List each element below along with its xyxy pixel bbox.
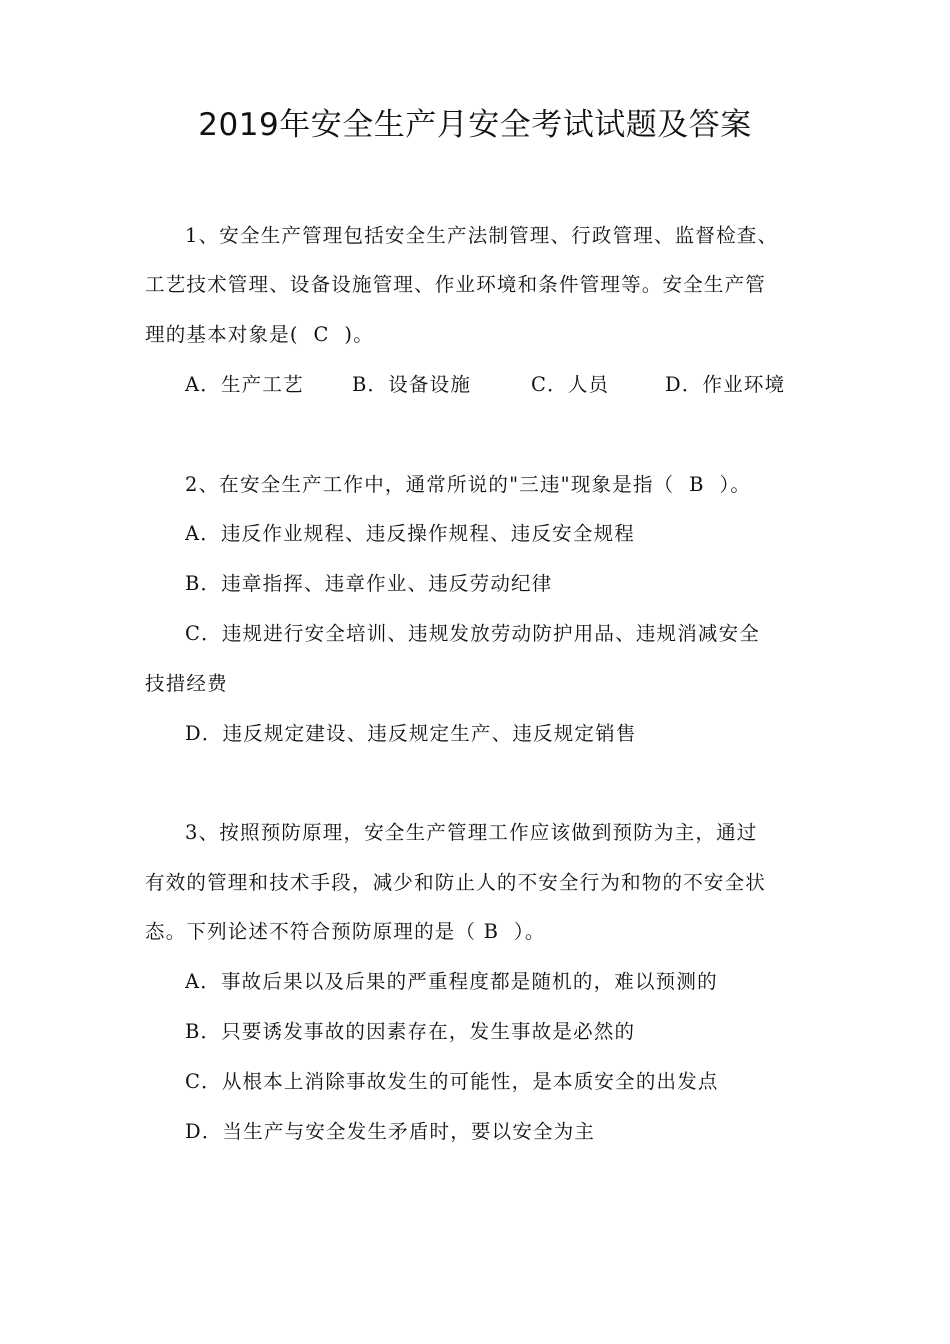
question-1-option-a: A．生产工艺 xyxy=(185,373,304,396)
question-3-option-d: D．当生产与安全发生矛盾时，要以安全为主 xyxy=(185,1120,596,1143)
question-2-option-c: C．违规进行安全培训、违规发放劳动防护用品、违规消减安全 xyxy=(185,622,761,645)
question-2-option-d: D．违反规定建设、违反规定生产、违反规定销售 xyxy=(185,722,637,745)
question-1-option-b: B．设备设施 xyxy=(352,373,472,396)
question-1-option-d: D．作业环境 xyxy=(665,373,786,396)
question-2-line-1: 2、在安全生产工作中，通常所说的"三违"现象是指（ B ）。 xyxy=(185,473,752,496)
question-3-option-b: B．只要诱发事故的因素存在，发生事故是必然的 xyxy=(185,1020,636,1043)
question-2-option-a: A．违反作业规程、违反操作规程、违反安全规程 xyxy=(185,522,635,545)
question-3-line-1: 3、按照预防原理，安全生产管理工作应该做到预防为主，通过 xyxy=(185,821,758,844)
question-3-line-3: 态。下列论述不符合预防原理的是（ B ）。 xyxy=(145,920,546,943)
question-1-line-1: 1、安全生产管理包括安全生产法制管理、行政管理、监督检查、 xyxy=(185,224,779,247)
document-title: 2019年安全生产月安全考试试题及答案 xyxy=(198,107,752,143)
question-1-line-2: 工艺技术管理、设备设施管理、作业环境和条件管理等。安全生产管 xyxy=(145,273,767,296)
question-3-option-a: A．事故后果以及后果的严重程度都是随机的，难以预测的 xyxy=(185,970,718,993)
question-1-option-c: C．人员 xyxy=(531,373,610,396)
question-3-option-c: C．从根本上消除事故发生的可能性，是本质安全的出发点 xyxy=(185,1070,719,1093)
question-2-option-c-continued: 技措经费 xyxy=(145,672,228,695)
question-3-line-2: 有效的管理和技术手段，减少和防止人的不安全行为和物的不安全状 xyxy=(145,871,767,894)
question-1-line-3: 理的基本对象是( C )。 xyxy=(145,323,374,346)
question-2-option-b: B．违章指挥、违章作业、违反劳动纪律 xyxy=(185,572,553,595)
question-1-options xyxy=(185,371,786,399)
